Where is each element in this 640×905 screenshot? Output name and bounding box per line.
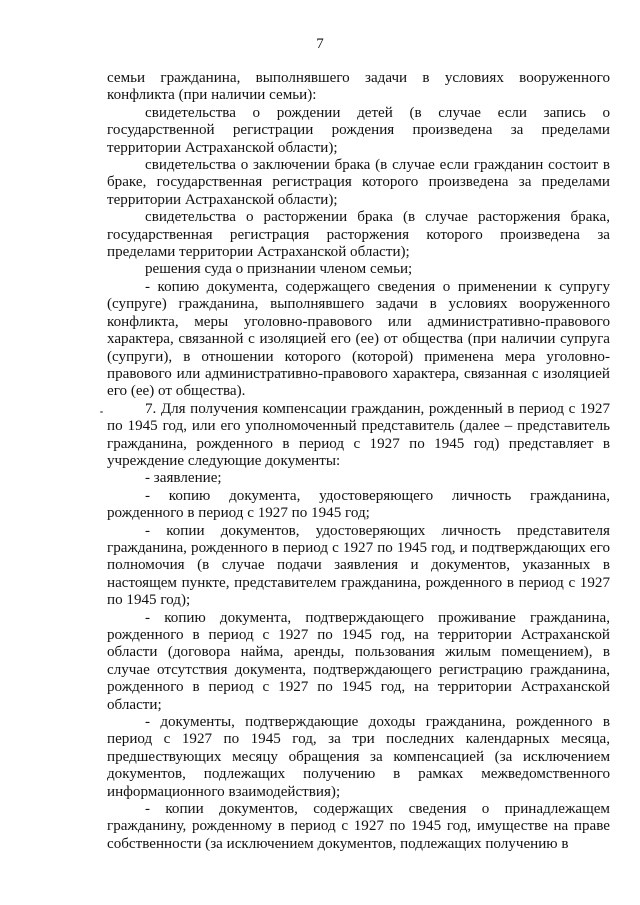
paragraph: решения суда о признании членом семьи; [145, 261, 413, 278]
paragraph: свидетельства о рождении детей (в случае если запись о государственной регистрации рождения произведена за пределами территории Астраханской области); [107, 104, 610, 156]
margin-mark [100, 411, 103, 413]
paragraph: - заявление; [145, 470, 222, 487]
paragraph: - копию документа, подтверждающего проживание гражданина, рожденного в период с 1927 по 1945 год, на территории Астраханской области (договора найма, аренды, пользования жилым помещением), в случае отсутствия документа, подтверждающего регистрацию гражданина, рожденного в период с 1927 по 1945 год, на территории Астраханской области; [107, 609, 610, 713]
paragraph: - копии документов, удостоверяющих личность представителя гражданина, рожденного в период с 1927 по 1945 год, и подтверждающих его полномочия (в случае подачи заявления и документов, указанных в настоящем пункте, представителем гражданина, рожденного в период с 1927 по 1945 год); [107, 522, 610, 609]
paragraph: свидетельства о заключении брака (в случае если гражданин состоит в браке, государственная регистрация которого произведена за пределами территории Астраханской области); [107, 157, 610, 208]
paragraph: 7. Для получения компенсации гражданин, рожденный в период с 1927 по 1945 год, или его уполномоченный представитель (далее – представитель гражданина, рожденного в период с 1927 по 1945 год) представляет в учреждение следующие документы: [107, 400, 610, 469]
paragraph: - документы, подтверждающие доходы гражданина, рожденного в период с 1927 по 1945 год, за три последних календарных месяца, предшествующих месяцу обращения за компенсацией (за исключением документов, подлежащих получению в рамках межведомственного информационного взаимодействия); [107, 714, 610, 800]
page-number: 7 [316, 36, 324, 52]
paragraph: - копии документов, содержащих сведения о принадлежащем гражданину, рожденному в период с 1927 по 1945 год, имуществе на праве собственности (за исключением документов, подлежащих получению в [107, 801, 610, 852]
paragraph: - копию документа, удостоверяющего личность гражданина, рожденного в период с 1927 по 1945 год; [107, 487, 610, 522]
document-body [107, 70, 610, 853]
paragraph: семьи гражданина, выполнявшего задачи в условиях вооруженного конфликта (при наличии семьи): [107, 70, 610, 104]
paragraph: свидетельства о расторжении брака (в случае расторжения брака, государственная регистрация расторжения которого произведена за пределами территории Астраханской области); [107, 209, 610, 261]
paragraph: - копию документа, содержащего сведения о применении к супругу (супруге) гражданина, выполнявшего задачи в условиях вооруженного конфликта, меры уголовно-правового или административно-правового характера, связанной с изоляцией его (ее) от общества (при наличии супруга (супруги), в отношении которого (которой) применена мера уголовно-правового или административно-правового характера, связанная с изоляцией его (ее) от общества). [107, 278, 610, 400]
